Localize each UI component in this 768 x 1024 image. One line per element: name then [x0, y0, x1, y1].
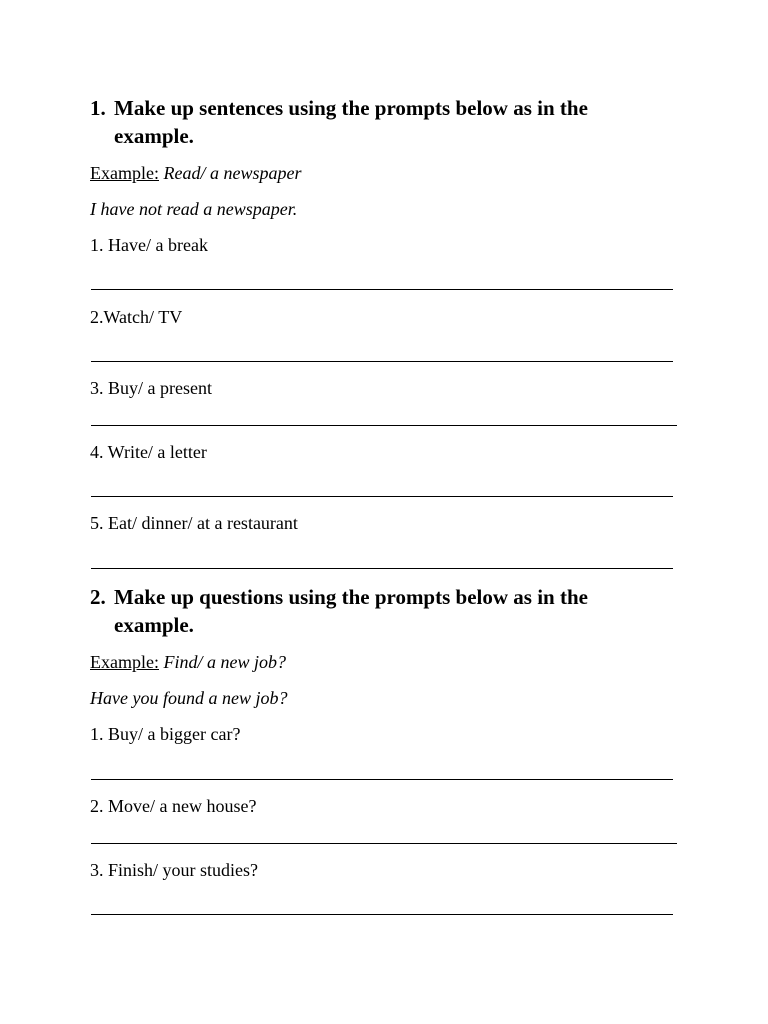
section2-title-line1: Make up questions using the prompts below as in the — [114, 585, 588, 609]
answer-line-s2-2[interactable] — [91, 843, 677, 844]
section1-item-2: 2.Watch/ TV — [90, 307, 183, 327]
answer-line-s1-5[interactable] — [91, 568, 673, 569]
section1-item-3: 3. Buy/ a present — [90, 378, 212, 398]
section2-example-answer: Have you found a new job? — [90, 688, 288, 708]
section2-example — [90, 651, 286, 673]
section1-item-5: 5. Eat/ dinner/ at a restaurant — [90, 513, 298, 533]
section1-example — [90, 162, 301, 184]
answer-line-s2-1[interactable] — [91, 779, 673, 780]
section1-example-prompt: Read/ a newspaper — [159, 163, 302, 183]
section1-title-line1: Make up sentences using the prompts below as in the — [114, 96, 588, 120]
section2-item-1: 1. Buy/ a bigger car? — [90, 724, 241, 744]
answer-line-s2-3[interactable] — [91, 914, 673, 915]
section2-item-2: 2. Move/ a new house? — [90, 796, 257, 816]
section2-title-line2: example. — [114, 613, 194, 637]
section1-example-label: Example: — [90, 163, 159, 183]
section1-number: 1. — [90, 96, 106, 120]
answer-line-s1-1[interactable] — [91, 289, 673, 290]
section2-example-prompt: Find/ a new job? — [159, 652, 286, 672]
section1-heading — [0, 94, 768, 154]
section1-item-1: 1. Have/ a break — [90, 235, 208, 255]
section2-item-3: 3. Finish/ your studies? — [90, 860, 259, 880]
section1-example-answer: I have not read a newspaper. — [90, 199, 298, 219]
answer-line-s1-3[interactable] — [91, 425, 677, 426]
answer-line-s1-4[interactable] — [91, 496, 673, 497]
section1-title-line2: example. — [114, 124, 194, 148]
section1-item-4: 4. Write/ a letter — [90, 442, 207, 462]
answer-line-s1-2[interactable] — [91, 361, 673, 362]
section2-example-label: Example: — [90, 652, 159, 672]
section2-heading — [0, 583, 768, 643]
section2-number: 2. — [90, 585, 106, 609]
